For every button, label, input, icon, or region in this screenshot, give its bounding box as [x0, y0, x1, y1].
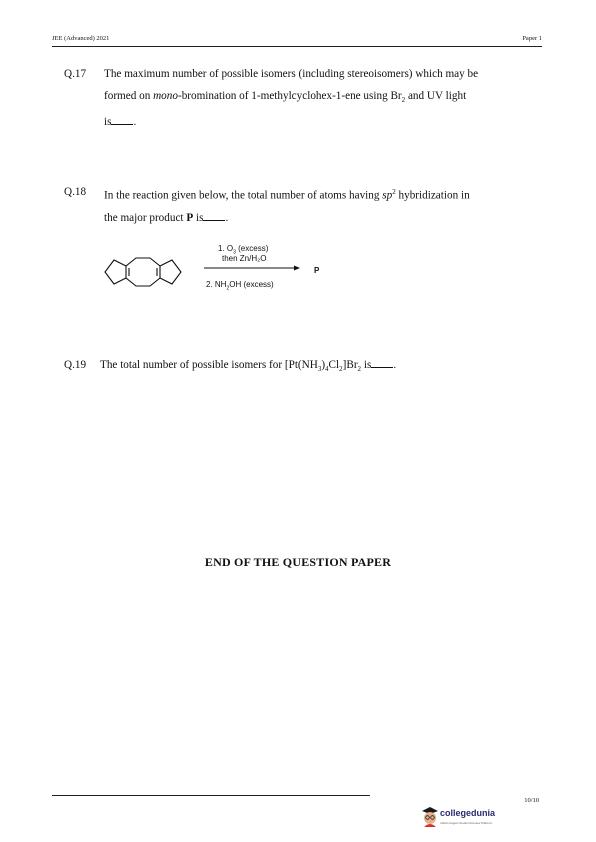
answer-blank [371, 357, 393, 368]
mascot-icon [421, 806, 439, 828]
page-number: 10/10 [524, 797, 539, 804]
text-run: and UV light [405, 90, 467, 102]
text-run: is [193, 211, 204, 224]
text-run: In the reaction given below, the total number of atoms having [104, 189, 383, 202]
question-line: The maximum number of possible isomers (including stereoisomers) which may be [104, 68, 479, 80]
question-number: Q.17 [64, 68, 87, 80]
text-run: (excess) [235, 244, 269, 253]
question-line [104, 181, 544, 207]
brand-name: collegedunia [440, 808, 496, 818]
subscript: 3 [317, 365, 322, 374]
exam-title: JEE (Advanced) 2021 [52, 35, 110, 42]
text-run: The total number of possible isomers for [Pt(NH [100, 359, 318, 371]
cyclooctadiene-ring [126, 258, 160, 286]
page-header [52, 34, 542, 47]
reaction-scheme [100, 240, 340, 300]
text-run: formed on [104, 90, 154, 102]
reagent-step-1-workup: then Zn/H₂O [222, 254, 267, 263]
question-body [100, 354, 540, 380]
text-run: ]Br [342, 359, 358, 371]
superscript: 2 [392, 188, 396, 196]
reactant-structure [100, 240, 200, 300]
paper-label: Paper 1 [522, 35, 542, 42]
left-cyclopentane-ring [105, 260, 126, 284]
collegedunia-logo [421, 806, 521, 832]
subscript: 2 [357, 365, 362, 374]
question-line: is . [104, 116, 137, 129]
brand-tagline: India's largest Student Review Platform [440, 821, 493, 825]
answer-blank [111, 114, 133, 125]
text-run: OH (excess) [229, 280, 274, 289]
text-run: 1. O [218, 244, 234, 253]
subscript: 2 [339, 365, 343, 374]
answer-blank [203, 210, 225, 221]
question-number: Q.18 [64, 186, 87, 198]
text-run: ) [321, 359, 326, 371]
question-body [104, 63, 544, 133]
text-run: is [104, 116, 112, 129]
question-line: the major product P is . [104, 211, 229, 224]
text-run: -bromination of 1-methylcyclohex-1-ene using Br [177, 90, 402, 102]
text-run-italic: sp [382, 189, 393, 202]
text-run: Cl [328, 359, 340, 371]
text-run: is [361, 359, 372, 371]
text-run: 2. NH [206, 280, 227, 289]
subscript: 2 [401, 96, 406, 105]
question-line [104, 85, 544, 111]
footer-rule [52, 795, 370, 796]
product-label: P [186, 211, 194, 224]
subscript: 4 [325, 365, 329, 374]
text-run: the major product [104, 211, 187, 224]
subscript: 2 [226, 285, 230, 292]
right-cyclopentane-ring [160, 260, 181, 284]
subscript: 3 [233, 249, 236, 256]
end-of-paper-heading: END OF THE QUESTION PAPER [204, 555, 392, 569]
question-line: The total number of possible isomers for $[Pt(NH_3)_4Cl_2]Br_2$ is . [100, 359, 397, 374]
text-run-italic: mono [153, 90, 178, 102]
reagent-step-2 [206, 280, 274, 292]
product-p: P [314, 266, 320, 275]
reaction-arrow [204, 264, 304, 272]
text-run: hybridization in [395, 189, 470, 202]
question-number: Q.19 [64, 359, 87, 371]
question-body [104, 181, 544, 229]
